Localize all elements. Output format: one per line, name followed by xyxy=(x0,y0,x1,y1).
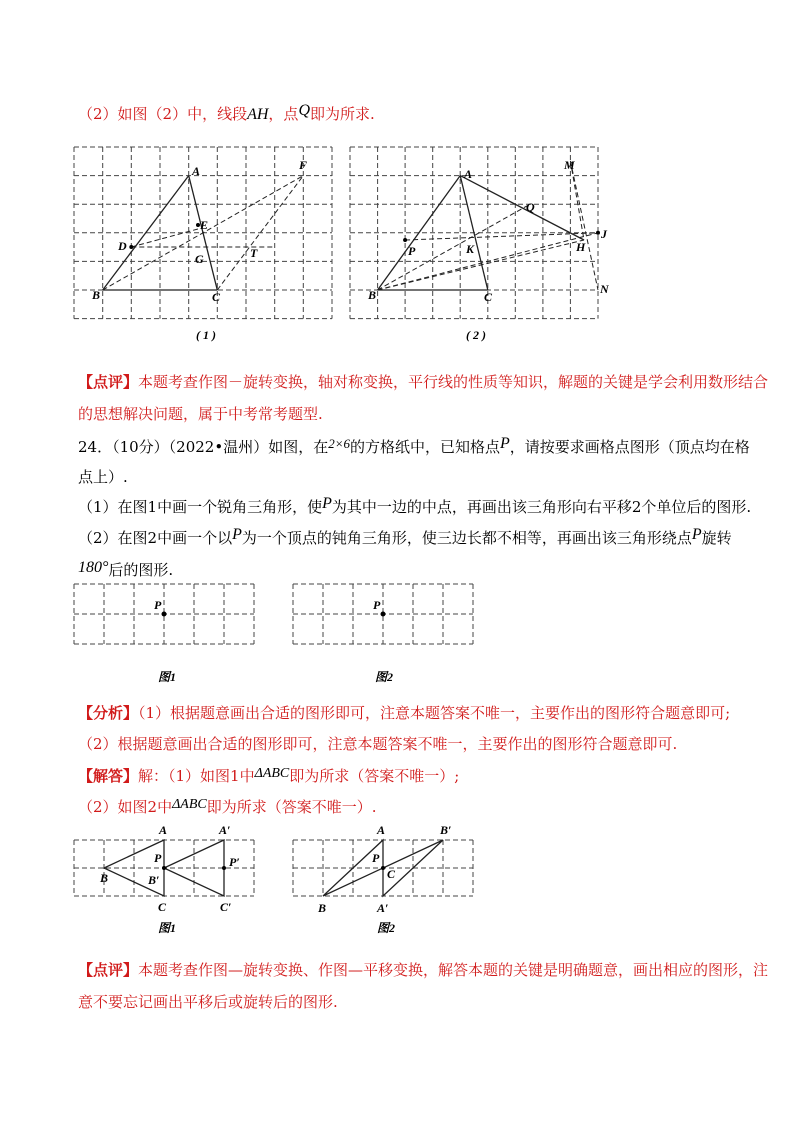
question-text: （2）在图2中画一个以 xyxy=(78,529,233,547)
analysis-line-2 xyxy=(78,734,677,754)
solution-line-1 xyxy=(78,766,459,788)
label-b: B xyxy=(100,871,109,885)
label-p: P xyxy=(408,244,416,258)
solution-text: 解：（1）如图1中 xyxy=(138,767,255,785)
figure-23-2 xyxy=(350,147,612,347)
figure-24-question xyxy=(74,584,494,684)
comment-2-line-1 xyxy=(78,960,768,980)
question-text: 为一个顶点的钝角三角形，使三边长都不相等，再画出该三角形绕点 xyxy=(241,529,692,547)
label-b: B xyxy=(368,288,377,302)
label-p: P xyxy=(373,598,381,612)
answer-text: （2）如图（2）中，线段 xyxy=(78,105,248,123)
q24-line-2 xyxy=(78,467,128,487)
label-c: C xyxy=(212,290,221,304)
solution-text: 即为所求（答案不唯一）; xyxy=(289,767,460,785)
label-b: B xyxy=(318,901,327,915)
solution-line-2 xyxy=(78,797,377,819)
solution-text: （2）如图2中 xyxy=(78,798,173,816)
point-p-dot xyxy=(381,612,386,617)
figure-24-answer xyxy=(74,820,494,940)
question-text: 的方格纸中，已知格点 xyxy=(349,438,500,456)
label-m: M xyxy=(564,158,575,172)
comment-2-line-2 xyxy=(78,992,338,1012)
question-text: 后的图形. xyxy=(108,561,174,579)
point-p: P xyxy=(500,435,510,452)
segment-ah: AH xyxy=(247,106,269,123)
label-j: J xyxy=(601,227,607,241)
label-f: F xyxy=(299,158,308,172)
label-p: P xyxy=(154,851,162,865)
figure-caption: 图2 xyxy=(375,670,394,684)
comment-tag: 【点评】 xyxy=(78,961,139,979)
point-p-dot xyxy=(162,612,167,617)
point-p: P xyxy=(691,526,702,543)
label-a-prime: A′ xyxy=(219,823,231,837)
label-d: D xyxy=(118,239,127,253)
label-p: P xyxy=(372,851,380,865)
analysis-text: （1）根据题意画出合适的图形即可，注意本题答案不唯一，主要作出的图形符合题意即可; xyxy=(138,704,731,722)
label-c: C xyxy=(158,900,167,914)
solution-tag: 【解答】 xyxy=(78,767,139,785)
label-e: E xyxy=(200,218,209,232)
question-text: 为其中一边的中点，再画出该三角形向右平移2个单位后的图形. xyxy=(331,498,752,516)
comment-text: 本题考查作图－旋转变换，轴对称变换，平行线的性质等知识，解题的关键是学会利用数形结合 xyxy=(138,373,769,391)
label-a: A xyxy=(192,164,201,178)
comment-text: 本题考查作图—旋转变换、作图—平移变换，解答本题的关键是明确题意，画出相应的图形，注 xyxy=(138,961,769,979)
solution-text: 即为所求（答案不唯一）. xyxy=(206,798,377,816)
figure-caption: ( 2 ) xyxy=(466,328,486,342)
figure-caption: 图1 xyxy=(158,921,177,935)
figure-caption: 图1 xyxy=(158,670,177,684)
angle-180: 180° xyxy=(78,559,109,576)
question-text: （1）在图1中画一个锐角三角形，使 xyxy=(78,498,323,516)
label-c-prime: C′ xyxy=(220,900,232,914)
label-a-prime: A′ xyxy=(377,901,389,915)
comment-1-line-2 xyxy=(78,404,323,424)
analysis-text: （2）根据题意画出合适的图形即可，注意本题答案不唯一，主要作出的图形符合题意即可. xyxy=(78,735,678,753)
label-a: A xyxy=(159,823,168,837)
q24-part2-line-1 xyxy=(78,528,732,549)
triangle-abc: ΔABC xyxy=(172,797,207,812)
label-t: T xyxy=(250,246,258,260)
figure-caption: 图2 xyxy=(377,921,396,935)
label-k: K xyxy=(466,242,475,256)
point-p: P xyxy=(322,495,332,512)
figure-23-1 xyxy=(74,147,336,347)
label-h: H xyxy=(576,240,586,254)
point-p: P xyxy=(232,526,242,543)
comment-text: 意不要忘记画出平移后或旋转后的图形. xyxy=(78,993,338,1011)
q24-line-1 xyxy=(78,437,750,458)
label-a: A xyxy=(377,823,386,837)
question-text: 点上）. xyxy=(78,468,128,486)
label-q: Q xyxy=(526,200,535,214)
label-g: G xyxy=(195,252,204,266)
label-p: P xyxy=(154,598,162,612)
figure-caption: ( 1 ) xyxy=(196,328,216,342)
question-text: 24．（10分）（2022•温州）如图，在 xyxy=(78,438,329,456)
analysis-tag: 【分析】 xyxy=(78,704,139,722)
comment-tag: 【点评】 xyxy=(78,373,139,391)
answer-part2-line xyxy=(78,104,375,125)
label-b-prime: B′ xyxy=(440,823,452,837)
grid-size: 2×6 xyxy=(328,436,350,451)
label-b-prime: B′ xyxy=(148,873,160,887)
answer-text: ，点 xyxy=(268,105,299,123)
label-c: C xyxy=(484,290,493,304)
label-n: N xyxy=(600,282,609,296)
question-text: 旋转 xyxy=(701,529,732,547)
point-q: Q xyxy=(298,102,310,119)
label-c: C xyxy=(387,867,396,881)
label-b: B xyxy=(92,288,101,302)
triangle-abc: ΔABC xyxy=(254,766,290,781)
q24-part1 xyxy=(78,497,751,518)
label-p-prime: P′ xyxy=(229,855,240,869)
q24-part2-line-2 xyxy=(78,560,173,581)
analysis-line-1 xyxy=(78,703,730,723)
question-text: ，请按要求画格点图形（顶点均在格 xyxy=(509,438,750,456)
answer-text: 即为所求. xyxy=(310,105,375,123)
label-a: A xyxy=(464,167,473,181)
comment-text: 的思想解决问题，属于中考常考题型. xyxy=(78,405,323,423)
comment-1-line-1 xyxy=(78,372,768,392)
